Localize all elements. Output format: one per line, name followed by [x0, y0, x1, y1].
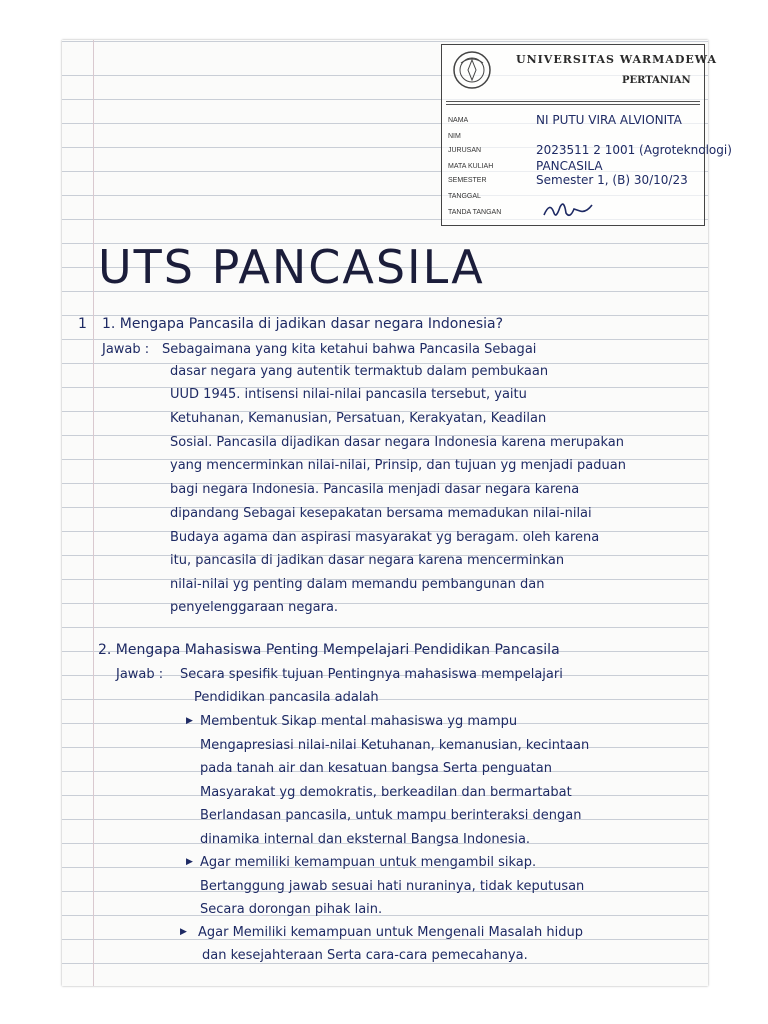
margin-line [93, 40, 94, 986]
stamp-label: TANDA TANGAN [448, 209, 502, 216]
answer-1-line: Sebagaimana yang kita ketahui bahwa Pancasila Sebagai [162, 342, 537, 357]
stamp-label: TANGGAL [448, 193, 481, 200]
stamp-label: JURUSAN [448, 147, 482, 154]
stamp-value-jurusan: 2023511 2 1001 (Agroteknologi) [536, 143, 732, 157]
stamp-faculty-name: PERTANIAN [622, 75, 691, 86]
bullet-1-line: Berlandasan pancasila, untuk mampu berinteraksi dengan [200, 808, 582, 823]
stamp-row-tanda-tangan [448, 207, 698, 223]
margin-number: 1 [78, 316, 87, 332]
page-title: UTS PANCASILA [98, 240, 485, 294]
answer-1-line: bagi negara Indonesia. Pancasila menjadi dasar negara karena [170, 482, 580, 497]
university-seal-icon [452, 49, 492, 91]
stamp-divider [446, 101, 700, 102]
bullet-2-line: Agar memiliki kemampuan untuk mengambil sikap. [200, 855, 537, 870]
stamp-value-semester: Semester 1, (B) 30/10/23 [536, 173, 688, 187]
answer-1-line: dasar negara yang autentik termaktub dalam pembukaan [170, 364, 549, 379]
stamp-university-name: UNIVERSITAS WARMADEWA [516, 53, 717, 66]
bullet-3-line: dan kesejahteraan Serta cara-cara pemecahanya. [202, 948, 528, 963]
answer-1-line: nilai-nilai yg penting dalam memandu pembangunan dan [170, 577, 545, 592]
bullet-arrow-icon: ▶ [186, 857, 193, 867]
bullet-arrow-icon: ▶ [186, 716, 193, 726]
student-identity-stamp [441, 44, 732, 226]
bullet-2-line: Secara dorongan pihak lain. [200, 902, 383, 917]
answer-1-line: Sosial. Pancasila dijadikan dasar negara Indonesia karena merupakan [170, 435, 625, 450]
answer-1-line: yang mencerminkan nilai-nilai, Prinsip, dan tujuan yg menjadi paduan [170, 458, 626, 473]
answer-1-line: penyelenggaraan negara. [170, 600, 339, 615]
answer-label-2: Jawab : [116, 667, 164, 682]
stamp-label: NIM [448, 133, 461, 140]
question-2: 2. Mengapa Mahasiswa Penting Mempelajari Pendidikan Pancasila [98, 642, 560, 658]
stamp-row-semester [448, 175, 698, 191]
stamp-value-nama: NI PUTU VIRA ALVIONITA [536, 113, 682, 127]
answer-1-line: UUD 1945. intisensi nilai-nilai pancasila tersebut, yaitu [170, 387, 527, 402]
bullet-1-line: dinamika internal dan eksternal Bangsa Indonesia. [200, 832, 531, 847]
stamp-label: NAMA [448, 117, 469, 124]
notebook-page [62, 40, 732, 986]
bullet-1-line: pada tanah air dan kesatuan bangsa Serta penguatan [200, 761, 552, 776]
bullet-1-line: Mengapresiasi nilai-nilai Ketuhanan, kemanusian, kecintaan [200, 738, 590, 753]
signature-icon [540, 199, 600, 221]
question-1: 1. Mengapa Pancasila di jadikan dasar negara Indonesia? [102, 316, 504, 332]
answer-2-intro: Pendidikan pancasila adalah [194, 690, 379, 705]
stamp-value-mata-kuliah: PANCASILA [536, 159, 603, 173]
bullet-1-line: Masyarakat yg demokratis, berkeadilan dan bermartabat [200, 785, 572, 800]
answer-1-line: dipandang Sebagai kesepakatan bersama memadukan nilai-nilai [170, 506, 592, 521]
bullet-2-line: Bertanggung jawab sesuai hati nuraninya, tidak keputusan [200, 879, 585, 894]
stamp-label: SEMESTER [448, 177, 487, 184]
answer-1-line: Budaya agama dan aspirasi masyarakat yg beragam. oleh karena [170, 530, 600, 545]
bullet-1-line: Membentuk Sikap mental mahasiswa yg mampu [200, 714, 518, 729]
stamp-row-nama [448, 115, 698, 131]
answer-1-line: itu, pancasila di jadikan dasar negara karena mencerminkan [170, 553, 565, 568]
bullet-3-line: Agar Memiliki kemampuan untuk Mengenali Masalah hidup [198, 925, 583, 940]
answer-label-1: Jawab : [102, 342, 150, 357]
stamp-label: MATA KULIAH [448, 163, 494, 170]
bullet-arrow-icon: ▶ [180, 927, 187, 937]
answer-2-intro: Secara spesifik tujuan Pentingnya mahasiswa mempelajari [180, 667, 563, 682]
stamp-divider [446, 104, 700, 105]
answer-1-line: Ketuhanan, Kemanusian, Persatuan, Kerakyatan, Keadilan [170, 411, 547, 426]
